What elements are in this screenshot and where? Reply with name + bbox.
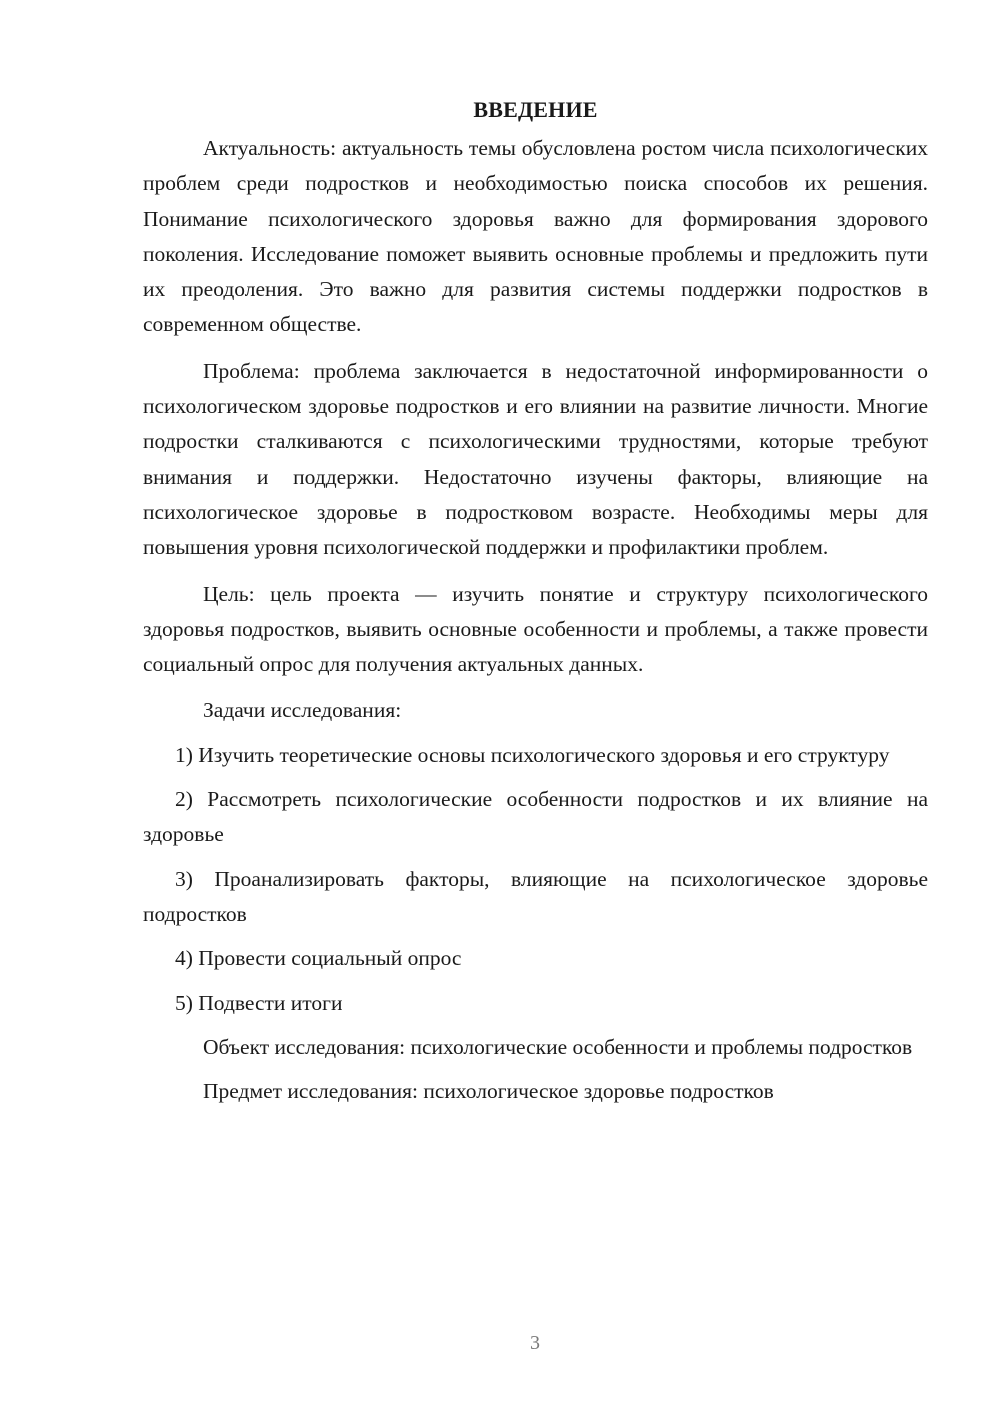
document-page [143, 92, 928, 1109]
object-paragraph: Объект исследования: психологические особенности и проблемы подростков [203, 1034, 913, 1059]
relevance-paragraph: Актуальность: актуальность темы обусловлена ростом числа психологических проблем среди подростков и необходимостью поиска способов их решения. Понимание психологического здоровья важно для формирования здорового поколения. Исследование поможет выявить основные проблемы и предложить пути их преодоления. Это важно для развития системы поддержки подростков в современном обществе. [143, 136, 928, 337]
tasks-heading: Задачи исследования: [203, 698, 402, 723]
task-item: 1) Изучить теоретические основы психологического здоровья и его структуру [175, 742, 890, 767]
page-title: ВВЕДЕНИЕ [473, 97, 598, 122]
problem-paragraph: Проблема: проблема заключается в недостаточной информированности о психологическом здоровье подростков и его влиянии на развитие личности. Многие подростки сталкиваются с психологическими трудностями, которые требуют внимания и поддержки. Недостаточно изучены факторы, влияющие на психологическое здоровье в подростковом возрасте. Необходимы меры для повышения уровня психологической поддержки и профилактики проблем. [143, 358, 928, 560]
page-number: 3 [530, 1332, 540, 1354]
task-item: 4) Провести социальный опрос [175, 946, 462, 971]
task-item: 2) Рассмотреть психологические особенности подростков и их влияние на здоровье [143, 787, 928, 847]
goal-paragraph: Цель: цель проекта — изучить понятие и структуру психологического здоровья подростков, выявить основные особенности и проблемы, а также провести социальный опрос для получения актуальных данных. [143, 581, 928, 677]
subject-paragraph: Предмет исследования: психологическое здоровье подростков [203, 1079, 774, 1104]
task-item: 5) Подвести итоги [175, 990, 343, 1015]
task-item: 3) Проанализировать факторы, влияющие на психологическое здоровье подростков [143, 866, 928, 926]
